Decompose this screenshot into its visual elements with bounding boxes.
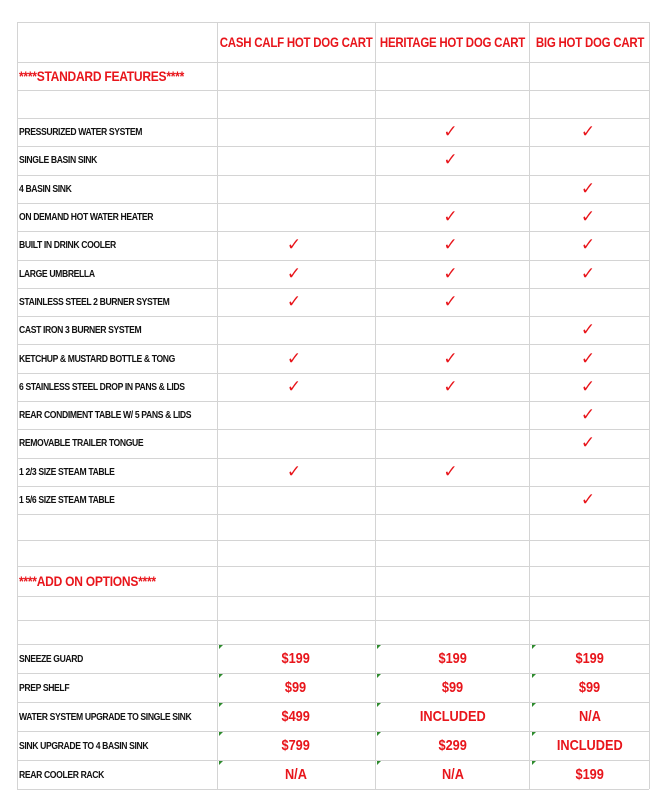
option-row — [17, 760, 649, 789]
feature-label[interactable] — [19, 118, 215, 146]
comment-indicator-icon — [532, 674, 536, 678]
feature-cell[interactable] — [218, 373, 374, 401]
feature-row — [17, 260, 649, 288]
feature-cell[interactable] — [376, 458, 529, 486]
checkmark-icon: ✓ — [580, 405, 596, 426]
option-price-cell[interactable] — [376, 702, 529, 731]
option-label[interactable] — [19, 644, 215, 673]
option-price-cell-text: $99 — [285, 679, 307, 697]
feature-cell[interactable] — [218, 344, 374, 372]
feature-cell[interactable] — [376, 316, 529, 344]
blank-row — [17, 620, 649, 644]
option-price-cell[interactable] — [376, 644, 529, 673]
comment-indicator-icon — [377, 732, 381, 736]
option-label-text: SINK UPGRADE TO 4 BASIN SINK — [19, 739, 149, 752]
feature-cell[interactable] — [376, 401, 529, 429]
feature-row — [17, 401, 649, 429]
option-price-cell[interactable] — [218, 731, 374, 760]
feature-row — [17, 486, 649, 514]
column-header-1[interactable] — [218, 22, 374, 62]
header-row — [17, 22, 649, 62]
comment-indicator-icon — [532, 761, 536, 765]
option-price-cell-text: $99 — [441, 679, 464, 697]
feature-cell[interactable] — [218, 118, 374, 146]
option-price-cell[interactable] — [531, 644, 649, 673]
option-price-cell-text: N/A — [441, 766, 464, 784]
feature-cell[interactable] — [218, 146, 374, 174]
blank-row — [17, 540, 649, 566]
add-on-options-header-text: ****ADD ON OPTIONS**** — [19, 573, 156, 590]
option-price-cell[interactable] — [376, 760, 529, 789]
checkmark-icon: ✓ — [580, 376, 596, 397]
comment-indicator-icon — [377, 761, 381, 765]
feature-label[interactable] — [19, 458, 215, 486]
checkmark-icon: ✓ — [443, 376, 458, 397]
feature-cell[interactable] — [376, 118, 529, 146]
feature-row — [17, 316, 649, 344]
feature-cell[interactable] — [531, 401, 649, 429]
checkmark-icon: ✓ — [580, 348, 596, 369]
feature-label[interactable] — [19, 344, 215, 372]
feature-label[interactable] — [19, 203, 215, 231]
option-price-cell-text: INCLUDED — [419, 708, 486, 726]
feature-cell[interactable] — [531, 146, 649, 174]
feature-row — [17, 288, 649, 316]
checkmark-icon: ✓ — [580, 490, 596, 511]
option-price-cell-text: INCLUDED — [557, 737, 623, 755]
checkmark-icon: ✓ — [286, 263, 302, 284]
feature-cell[interactable] — [376, 146, 529, 174]
feature-label-text: STAINLESS STEEL 2 BURNER SYSTEM — [19, 295, 170, 308]
comment-indicator-icon — [532, 645, 536, 649]
option-price-cell[interactable] — [376, 673, 529, 702]
feature-row — [17, 231, 649, 259]
feature-label-text: SINGLE BASIN SINK — [19, 154, 97, 167]
option-row — [17, 644, 649, 673]
feature-cell[interactable] — [376, 344, 529, 372]
feature-label[interactable] — [19, 231, 215, 259]
feature-label[interactable] — [19, 401, 215, 429]
gridline-vertical — [529, 22, 530, 789]
feature-cell[interactable] — [376, 175, 529, 203]
feature-label-text: ON DEMAND HOT WATER HEATER — [19, 211, 154, 224]
feature-cell[interactable] — [376, 373, 529, 401]
feature-cell[interactable] — [218, 458, 374, 486]
option-price-cell-text: $299 — [438, 737, 467, 755]
checkmark-icon: ✓ — [580, 320, 596, 341]
feature-cell[interactable] — [531, 288, 649, 316]
feature-label[interactable] — [19, 175, 215, 203]
feature-cell[interactable] — [376, 203, 529, 231]
feature-label[interactable] — [19, 260, 215, 288]
option-label[interactable] — [19, 702, 215, 731]
feature-label-text: BUILT IN DRINK COOLER — [19, 239, 116, 252]
feature-cell[interactable] — [218, 429, 374, 457]
checkmark-icon: ✓ — [286, 376, 302, 397]
feature-cell[interactable] — [376, 260, 529, 288]
feature-cell[interactable] — [218, 175, 374, 203]
option-label[interactable] — [19, 673, 215, 702]
checkmark-icon: ✓ — [443, 150, 458, 171]
checkmark-icon: ✓ — [443, 461, 458, 482]
header-empty-cell[interactable] — [19, 22, 215, 62]
feature-cell[interactable] — [531, 118, 649, 146]
option-price-cell-text: $199 — [575, 766, 605, 784]
feature-cell[interactable] — [376, 288, 529, 316]
option-price-cell-text: N/A — [579, 708, 601, 726]
feature-row — [17, 146, 649, 174]
checkmark-icon: ✓ — [286, 291, 302, 312]
comment-indicator-icon — [377, 645, 381, 649]
option-price-cell-text: N/A — [285, 766, 307, 784]
comment-indicator-icon — [532, 732, 536, 736]
checkmark-icon: ✓ — [443, 122, 458, 143]
feature-cell[interactable] — [218, 288, 374, 316]
feature-label-text: CAST IRON 3 BURNER SYSTEM — [19, 324, 142, 337]
checkmark-icon: ✓ — [580, 178, 596, 199]
feature-label-text: 6 STAINLESS STEEL DROP IN PANS & LIDS — [19, 380, 185, 393]
option-price-cell-text: $499 — [281, 708, 311, 726]
option-price-cell-text: $199 — [575, 650, 605, 668]
option-price-cell[interactable] — [531, 731, 649, 760]
feature-cell[interactable] — [376, 429, 529, 457]
checkmark-icon: ✓ — [286, 235, 302, 256]
gridline-vertical — [375, 22, 376, 789]
column-header-3[interactable] — [531, 22, 649, 62]
checkmark-icon: ✓ — [580, 207, 596, 228]
feature-cell[interactable] — [531, 486, 649, 514]
comment-indicator-icon — [532, 703, 536, 707]
feature-row — [17, 118, 649, 146]
blank-row — [17, 514, 649, 540]
checkmark-icon: ✓ — [443, 235, 458, 256]
feature-label-text: PRESSURIZED WATER SYSTEM — [19, 126, 143, 139]
feature-cell[interactable] — [531, 458, 649, 486]
feature-label[interactable] — [19, 373, 215, 401]
option-price-cell[interactable] — [531, 760, 649, 789]
feature-cell[interactable] — [218, 260, 374, 288]
feature-row — [17, 344, 649, 372]
checkmark-icon: ✓ — [286, 348, 302, 369]
feature-label-text: 4 BASIN SINK — [19, 182, 72, 195]
checkmark-icon: ✓ — [443, 207, 458, 228]
feature-label[interactable] — [19, 146, 215, 174]
feature-label[interactable] — [19, 316, 215, 344]
option-price-cell[interactable] — [531, 702, 649, 731]
option-price-cell-text: $199 — [281, 650, 311, 668]
option-label-text: REAR COOLER RACK — [19, 768, 104, 781]
blank-row — [17, 90, 649, 118]
feature-row — [17, 203, 649, 231]
option-row — [17, 731, 649, 760]
feature-label-text: LARGE UMBRELLA — [19, 267, 95, 280]
comment-indicator-icon — [219, 761, 223, 765]
option-label-text: SNEEZE GUARD — [19, 652, 83, 665]
feature-label[interactable] — [19, 486, 215, 514]
option-row — [17, 702, 649, 731]
feature-cell[interactable] — [531, 373, 649, 401]
feature-cell[interactable] — [218, 316, 374, 344]
feature-cell[interactable] — [531, 316, 649, 344]
checkmark-icon: ✓ — [580, 122, 596, 143]
option-price-cell-text: $99 — [579, 679, 601, 697]
feature-cell[interactable] — [218, 231, 374, 259]
gridline-vertical — [217, 22, 218, 789]
feature-row — [17, 175, 649, 203]
gridline-vertical — [17, 22, 18, 789]
feature-cell[interactable] — [218, 401, 374, 429]
checkmark-icon: ✓ — [286, 461, 302, 482]
feature-cell[interactable] — [376, 231, 529, 259]
comment-indicator-icon — [219, 645, 223, 649]
feature-label-text: REMOVABLE TRAILER TONGUE — [19, 437, 144, 450]
checkmark-icon: ✓ — [580, 433, 596, 454]
option-label-text: WATER SYSTEM UPGRADE TO SINGLE SINK — [19, 710, 192, 723]
feature-cell[interactable] — [531, 203, 649, 231]
option-price-cell[interactable] — [218, 760, 374, 789]
standard-features-row — [17, 62, 649, 90]
standard-features-header-text: ****STANDARD FEATURES**** — [19, 68, 185, 84]
feature-cell[interactable] — [218, 486, 374, 514]
gridline-vertical — [649, 22, 650, 789]
feature-label-text: 1 2/3 SIZE STEAM TABLE — [19, 465, 115, 478]
option-price-cell-text: $799 — [281, 737, 311, 755]
feature-cell[interactable] — [376, 486, 529, 514]
feature-row — [17, 373, 649, 401]
feature-label[interactable] — [19, 288, 215, 316]
option-price-cell-text: $199 — [438, 650, 467, 668]
add-on-options-row — [17, 566, 649, 596]
feature-label-text: KETCHUP & MUSTARD BOTTLE & TONG — [19, 352, 175, 365]
checkmark-icon: ✓ — [580, 235, 596, 256]
option-price-cell[interactable] — [376, 731, 529, 760]
column-header-2-text: HERITAGE HOT DOG CART — [379, 34, 526, 50]
feature-cell[interactable] — [531, 429, 649, 457]
feature-row — [17, 458, 649, 486]
feature-label-text: 1 5/6 SIZE STEAM TABLE — [19, 494, 115, 507]
checkmark-icon: ✓ — [443, 291, 458, 312]
feature-label[interactable] — [19, 429, 215, 457]
feature-cell[interactable] — [531, 344, 649, 372]
blank-row — [17, 596, 649, 620]
comment-indicator-icon — [219, 674, 223, 678]
feature-cell[interactable] — [218, 203, 374, 231]
option-price-cell[interactable] — [218, 702, 374, 731]
option-price-cell[interactable] — [218, 644, 374, 673]
option-price-cell[interactable] — [531, 673, 649, 702]
feature-cell[interactable] — [531, 231, 649, 259]
option-label-text: PREP SHELF — [19, 681, 70, 694]
checkmark-icon: ✓ — [580, 263, 596, 284]
option-row — [17, 673, 649, 702]
comment-indicator-icon — [377, 674, 381, 678]
checkmark-icon: ✓ — [443, 263, 458, 284]
comment-indicator-icon — [219, 703, 223, 707]
column-header-3-text: BIG HOT DOG CART — [535, 34, 645, 50]
checkmark-icon: ✓ — [443, 348, 458, 369]
feature-row — [17, 429, 649, 457]
feature-cell[interactable] — [531, 175, 649, 203]
column-header-1-text: CASH CALF HOT DOG CART — [219, 34, 373, 50]
option-price-cell[interactable] — [218, 673, 374, 702]
column-header-2[interactable] — [376, 22, 529, 62]
option-label[interactable] — [19, 731, 215, 760]
option-label[interactable] — [19, 760, 215, 789]
add-on-options-header[interactable] — [19, 566, 215, 596]
standard-features-header[interactable] — [19, 62, 215, 90]
comment-indicator-icon — [377, 703, 381, 707]
feature-cell[interactable] — [531, 260, 649, 288]
feature-label-text: REAR CONDIMENT TABLE W/ 5 PANS & LIDS — [19, 409, 192, 422]
comment-indicator-icon — [219, 732, 223, 736]
